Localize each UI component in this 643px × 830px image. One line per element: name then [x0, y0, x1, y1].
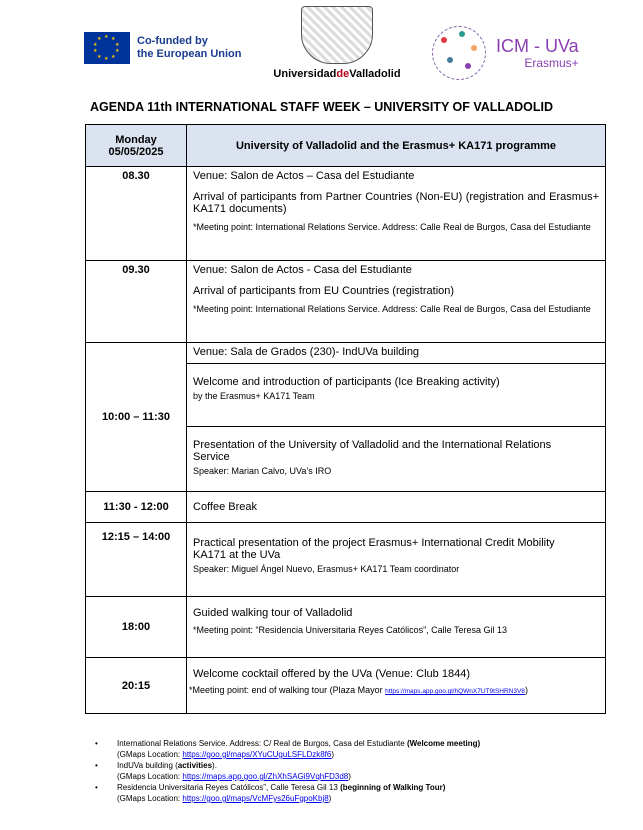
meeting-note: *Meeting point: “Residencia Universitaria Reyes Católicos”, Calle Teresa Gil 13	[193, 625, 507, 635]
icm-logo-text	[496, 36, 579, 70]
time-label: 11:30 - 12:00	[103, 501, 169, 513]
activity: Presentation of the University of Valladolid and the International Relations Service	[193, 439, 552, 463]
content-cell	[187, 597, 606, 658]
activity: Welcome cocktail offered by the UVa (Venue: Club 1844)	[193, 668, 470, 680]
time-cell	[86, 597, 187, 658]
venue: Venue: Salon de Actos – Casa del Estudiante	[193, 170, 415, 182]
footnote-bold: activities	[177, 761, 213, 770]
time-cell	[86, 523, 187, 597]
gmaps-link[interactable]: https://goo.gl/maps/VcMFys26uFgpoKbj8	[182, 794, 329, 803]
time-label: 09.30	[122, 264, 150, 276]
meeting-note: *Meeting point: International Relations Service. Address: Calle Real de Burgos, Casa del Estudiante	[193, 304, 591, 314]
footnote-item	[95, 738, 625, 760]
gmaps-label: (GMaps Location:	[117, 750, 183, 759]
presentation-block	[187, 426, 605, 491]
table-row	[86, 343, 606, 492]
content-cell	[187, 658, 606, 714]
time-cell	[86, 343, 187, 492]
eu-line-1: Co-funded by	[137, 35, 208, 47]
time-cell	[86, 167, 187, 261]
eu-logo-text	[137, 35, 242, 61]
footnote-gmaps	[117, 793, 625, 804]
content-cell	[187, 167, 606, 261]
welcome-block	[187, 363, 605, 426]
uva-name-part1: Universidad	[273, 68, 337, 80]
footnote-gmaps	[117, 749, 625, 760]
gmaps-close: )	[328, 794, 332, 803]
logo-bar	[0, 0, 643, 90]
eu-line-2: the European Union	[137, 48, 242, 60]
meeting-note-end: )	[524, 685, 528, 695]
uva-seal-icon	[301, 6, 373, 64]
footnotes	[95, 738, 625, 804]
venue: Venue: Salon de Actos - Casa del Estudiante	[193, 264, 412, 276]
icm-logo	[432, 26, 579, 80]
table-row	[86, 261, 606, 343]
uva-logo	[272, 6, 402, 80]
meeting-note	[187, 683, 605, 698]
footnote-item	[95, 782, 625, 804]
footnote-text: International Relations Service. Address: C/ Real de Burgos, Casa del Estudiante	[117, 739, 407, 748]
page-title: AGENDA 11th INTERNATIONAL STAFF WEEK – UNIVERSITY OF VALLADOLID	[90, 100, 553, 114]
time-label: 18:00	[121, 621, 151, 633]
uva-name	[272, 68, 402, 80]
eu-logo	[84, 32, 242, 64]
time-label: 10:00 – 11:30	[102, 411, 170, 423]
activity: Arrival of participants from Partner Countries (Non-EU) (registration and Erasmus+ KA171 documents)	[193, 191, 599, 215]
footnote-bold: (beginning of Walking Tour)	[340, 783, 446, 792]
footnote-line	[117, 782, 625, 793]
footnote-text: IndUVa building (	[117, 761, 178, 770]
table-header-row	[86, 125, 606, 167]
uva-name-de: de	[336, 68, 350, 80]
time-label: 12:15 – 14:00	[101, 531, 171, 543]
gmaps-close: )	[331, 750, 335, 759]
content-cell	[187, 343, 606, 492]
table-row	[86, 658, 606, 714]
bullet-icon: •	[95, 783, 98, 792]
venue: Venue: Sala de Grados (230)- IndUVa building	[193, 346, 420, 358]
header-day: Monday	[115, 133, 157, 146]
time-label: 20:15	[121, 679, 151, 692]
activity: Guided walking tour of Valladolid	[193, 607, 353, 619]
plaza-mayor-map-link[interactable]: https://maps.app.goo.gl/hQWnX7UT9tSHRN3V8	[385, 688, 525, 695]
activity: Arrival of participants from EU Countries (registration)	[193, 285, 455, 297]
footnote-line	[117, 738, 625, 749]
content-cell	[187, 523, 606, 597]
footnote-item	[95, 760, 625, 782]
gmaps-close: )	[348, 772, 351, 781]
header-programme: University of Valladolid and the Erasmus+ KA171 programme	[187, 125, 606, 167]
table-row	[86, 523, 606, 597]
icm-line-1: ICM - UVa	[496, 36, 579, 56]
time-cell	[86, 261, 187, 343]
activity: Practical presentation of the project Erasmus+ International Credit Mobility KA171 at the UVa	[193, 537, 555, 561]
gmaps-link[interactable]: https://goo.gl/maps/XYuCUguLSFLDzk8f6	[182, 750, 332, 759]
gmaps-label: (GMaps Location:	[117, 772, 183, 781]
gmaps-link[interactable]: https://maps.app.goo.gl/ZhXhSAGi9VqhFD3d8	[182, 772, 349, 781]
content-cell	[187, 261, 606, 343]
bullet-icon: •	[95, 739, 98, 748]
agenda-table	[85, 124, 606, 714]
activity: Coffee Break	[193, 501, 258, 513]
activity: Welcome and introduction of participants (Ice Breaking activity)	[193, 376, 500, 388]
icm-line-2: Erasmus+	[524, 56, 579, 70]
eu-flag-icon: ★ ★ ★ ★ ★ ★ ★ ★ ★ ★	[84, 32, 130, 64]
gmaps-label: (GMaps Location:	[117, 794, 183, 803]
meeting-note: *Meeting point: International Relations Service. Address: Calle Real de Burgos, Casa del Estudiante	[193, 222, 591, 232]
content-cell	[187, 492, 606, 523]
header-day-cell	[86, 125, 187, 167]
meeting-note-text: *Meeting point: end of walking tour (Plaza Mayor	[189, 685, 386, 695]
footnote-text-end: ).	[212, 761, 217, 770]
footnote-gmaps	[117, 771, 625, 782]
bullet-icon: •	[95, 761, 98, 770]
uva-name-part2: Valladolid	[349, 68, 401, 80]
time-cell	[86, 658, 187, 714]
footnote-line	[117, 760, 625, 771]
time-cell	[86, 492, 187, 523]
time-label: 08.30	[122, 170, 150, 182]
footnote-bold: (Welcome meeting)	[406, 739, 481, 748]
globe-icon	[432, 26, 486, 80]
header-date: 05/05/2025	[108, 145, 164, 158]
speaker: Speaker: Marian Calvo, UVa’s IRO	[193, 466, 332, 476]
table-row	[86, 167, 606, 261]
table-row	[86, 597, 606, 658]
footnote-text: Residencia Universitaria Reyes Católicos”, Calle Teresa Gil 13	[117, 783, 341, 792]
table-row	[86, 492, 606, 523]
speaker: Speaker: Miguel Ángel Nuevo, Erasmus+ KA171 Team coordinator	[193, 564, 460, 574]
activity-by: by the Erasmus+ KA171 Team	[193, 391, 315, 401]
